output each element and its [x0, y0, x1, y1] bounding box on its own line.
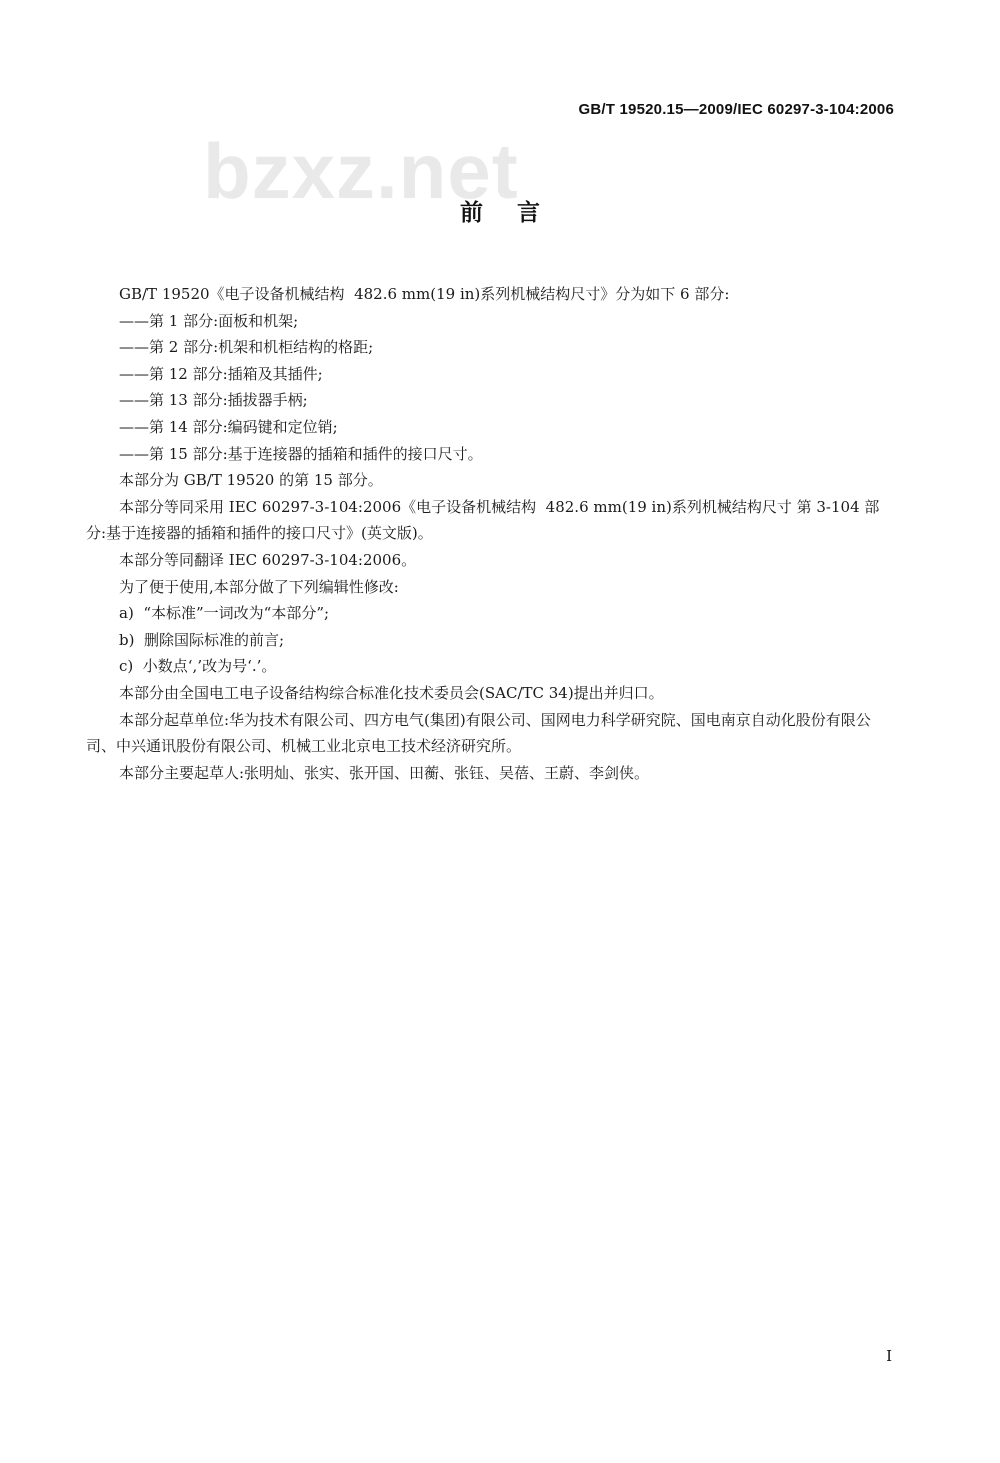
page-title: 前言	[460, 200, 574, 226]
body-paragraph: 为了便于使用,本部分做了下列编辑性修改:	[119, 577, 399, 596]
watermark: bzxz.net	[203, 127, 519, 215]
part-list-item: ——第 1 部分:面板和机架;	[119, 311, 299, 330]
body-paragraph: 本部分等同翻译 IEC 60297-3-104:2006。	[119, 550, 417, 569]
standard-number-header: GB/T 19520.15—2009/IEC 60297-3-104:2006	[578, 101, 894, 118]
part-list-item: ——第 13 部分:插拔器手柄;	[119, 391, 308, 410]
edit-list-item: a) “本标准”一词改为“本部分”;	[119, 604, 330, 623]
part-list-item: ——第 2 部分:机架和机柜结构的格距;	[119, 338, 374, 357]
edit-list-item: b) 删除国际标准的前言;	[119, 630, 285, 649]
part-list-item: ——第 15 部分:基于连接器的插箱和插件的接口尺寸。	[119, 444, 483, 463]
body-paragraph: 本部分等同采用 IEC 60297-3-104:2006《电子设备机械结构 482.6 mm(19 in)系列机械结构尺寸 第 3-104 部分:基于连接器的插箱和插件的接口尺寸》(英文版)。	[86, 497, 880, 543]
body-paragraph: 本部分为 GB/T 19520 的第 15 部分。	[119, 471, 383, 490]
document-body	[86, 281, 898, 786]
intro-paragraph: GB/T 19520《电子设备机械结构 482.6 mm(19 in)系列机械结构尺寸》分为如下 6 部分:	[119, 285, 730, 303]
part-list-item: ——第 12 部分:插箱及其插件;	[119, 364, 323, 383]
page-number: I	[886, 1347, 892, 1365]
body-paragraph: 本部分起草单位:华为技术有限公司、四方电气(集团)有限公司、国网电力科学研究院、国电南京自动化股份有限公司、中兴通讯股份有限公司、机械工业北京电工技术经济研究所。	[86, 710, 871, 756]
edit-list-item: c) 小数点‘,’改为号‘.’。	[119, 657, 277, 676]
body-paragraph: 本部分主要起草人:张明灿、张实、张开国、田蘅、张钰、吴蓓、王蔚、李剑侠。	[119, 763, 650, 782]
part-list-item: ——第 14 部分:编码键和定位销;	[119, 417, 338, 436]
body-paragraph: 本部分由全国电工电子设备结构综合标准化技术委员会(SAC/TC 34)提出并归口。	[119, 683, 664, 702]
